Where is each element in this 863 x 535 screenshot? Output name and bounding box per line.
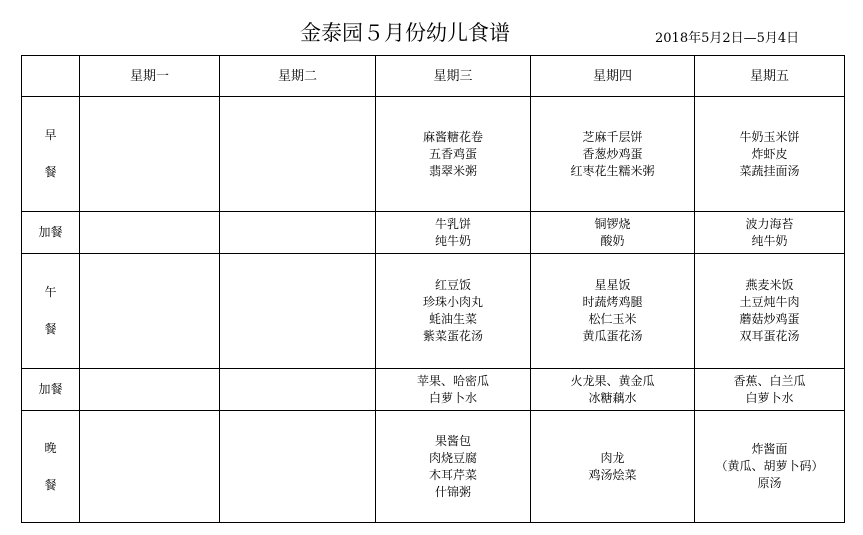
dish-item: 蚝油生菜 (428, 312, 477, 326)
dish-item: 麻酱糖花卷 (422, 129, 483, 144)
menu-cell-monday (80, 369, 220, 411)
meal-label (22, 97, 80, 212)
header-friday: 星期五 (695, 56, 845, 97)
meal-label-text: 餐 (44, 322, 57, 336)
header-row (22, 56, 845, 97)
menu-cell-wednesday (376, 97, 531, 212)
page-title: 金泰园５月份幼儿食谱 (300, 21, 510, 45)
dish-item: 波力海苔 (745, 216, 794, 231)
dish-item: 果酱包 (434, 433, 471, 448)
menu-cell-friday (695, 254, 845, 369)
dish-item: 土豆炖牛肉 (739, 295, 800, 309)
header-monday: 星期一 (80, 56, 220, 97)
dish-item: 芝麻千层饼 (582, 129, 643, 144)
meal-label (22, 254, 80, 369)
meal-label-text: 加餐 (38, 225, 63, 239)
header-tuesday: 星期二 (220, 56, 376, 97)
menu-cell-tuesday (220, 212, 376, 254)
dish-item: 纯牛奶 (434, 233, 471, 248)
dish-item: 黄瓜蛋花汤 (582, 329, 643, 343)
meal-row (22, 369, 845, 411)
dish-item: 白萝卜水 (428, 390, 477, 405)
dish-item: 原汤 (757, 476, 782, 490)
menu-cell-wednesday (376, 369, 531, 411)
menu-cell-thursday (531, 254, 695, 369)
header-wednesday: 星期三 (376, 56, 531, 97)
menu-cell-tuesday (220, 411, 376, 523)
meal-row (22, 254, 845, 369)
menu-cell-monday (80, 411, 220, 523)
dish-item: 松仁玉米 (588, 312, 637, 326)
menu-cell-tuesday (220, 369, 376, 411)
menu-cell-thursday (531, 411, 695, 523)
dish-item: 苹果、哈密瓜 (416, 373, 489, 388)
dish-item: 火龙果、黄金瓜 (570, 373, 655, 388)
menu-cell-tuesday (220, 254, 376, 369)
menu-cell-wednesday (376, 212, 531, 254)
meal-label-text: 午 (44, 285, 57, 299)
menu-cell-monday (80, 212, 220, 254)
dish-item: 铜锣烧 (594, 216, 631, 231)
header-corner (22, 56, 80, 97)
dish-item: 双耳蛋花汤 (739, 329, 800, 343)
dish-item: 酸奶 (600, 233, 625, 248)
dish-item: 冰糖藕水 (588, 390, 637, 405)
dish-item: 什锦粥 (434, 484, 471, 499)
meal-label-text: 餐 (44, 165, 57, 179)
dish-item: 红枣花生糯米粥 (570, 163, 655, 178)
dish-item: 炸虾皮 (751, 146, 788, 161)
menu-cell-friday (695, 411, 845, 523)
header-thursday: 星期四 (531, 56, 695, 97)
menu-cell-thursday (531, 369, 695, 411)
dish-item: 肉龙 (600, 450, 625, 465)
meal-row (22, 411, 845, 523)
dish-item: 蘑菇炒鸡蛋 (739, 312, 800, 326)
dish-item: 翡翠米粥 (428, 163, 477, 178)
dish-item: 燕麦米饭 (745, 278, 794, 292)
menu-cell-friday (695, 212, 845, 254)
dish-item: 红豆饭 (434, 278, 471, 292)
dish-item: 时蔬烤鸡腿 (582, 295, 643, 309)
dish-item: 香蕉、白兰瓜 (733, 373, 806, 388)
dish-item: 炸酱面 (751, 442, 788, 456)
dish-item: 香葱炒鸡蛋 (582, 146, 643, 161)
meal-label (22, 411, 80, 523)
dish-item: 珍珠小肉丸 (422, 295, 483, 309)
menu-cell-monday (80, 254, 220, 369)
dish-item: （黄瓜、胡萝卜码） (715, 459, 824, 473)
meal-row (22, 97, 845, 212)
dish-item: 鸡汤烩菜 (588, 467, 637, 482)
date-range: 2018年5月2日—5月4日 (655, 31, 800, 46)
menu-cell-friday (695, 369, 845, 411)
menu-cell-wednesday (376, 411, 531, 523)
dish-item: 纯牛奶 (751, 233, 788, 248)
menu-cell-monday (80, 97, 220, 212)
menu-cell-friday (695, 97, 845, 212)
meal-label-text: 早 (44, 128, 57, 142)
dish-item: 牛乳饼 (434, 216, 471, 231)
meal-label-text: 晚 (44, 440, 57, 455)
dish-item: 五香鸡蛋 (428, 146, 477, 161)
meal-label (22, 369, 80, 411)
meal-label (22, 212, 80, 254)
menu-table (21, 55, 845, 523)
menu-cell-wednesday (376, 254, 531, 369)
dish-item: 紫菜蛋花汤 (422, 329, 483, 343)
meal-label-text: 加餐 (38, 382, 63, 396)
dish-item: 木耳芹菜 (428, 467, 477, 482)
meal-label-text: 餐 (44, 477, 57, 492)
menu-cell-thursday (531, 97, 695, 212)
dish-item: 白萝卜水 (745, 390, 794, 405)
dish-item: 菜蔬挂面汤 (739, 163, 800, 178)
dish-item: 星星饭 (594, 278, 631, 292)
menu-cell-tuesday (220, 97, 376, 212)
menu-cell-thursday (531, 212, 695, 254)
dish-item: 肉烧豆腐 (428, 450, 477, 465)
meal-row (22, 212, 845, 254)
dish-item: 牛奶玉米饼 (739, 129, 800, 144)
menu-body (22, 97, 845, 523)
